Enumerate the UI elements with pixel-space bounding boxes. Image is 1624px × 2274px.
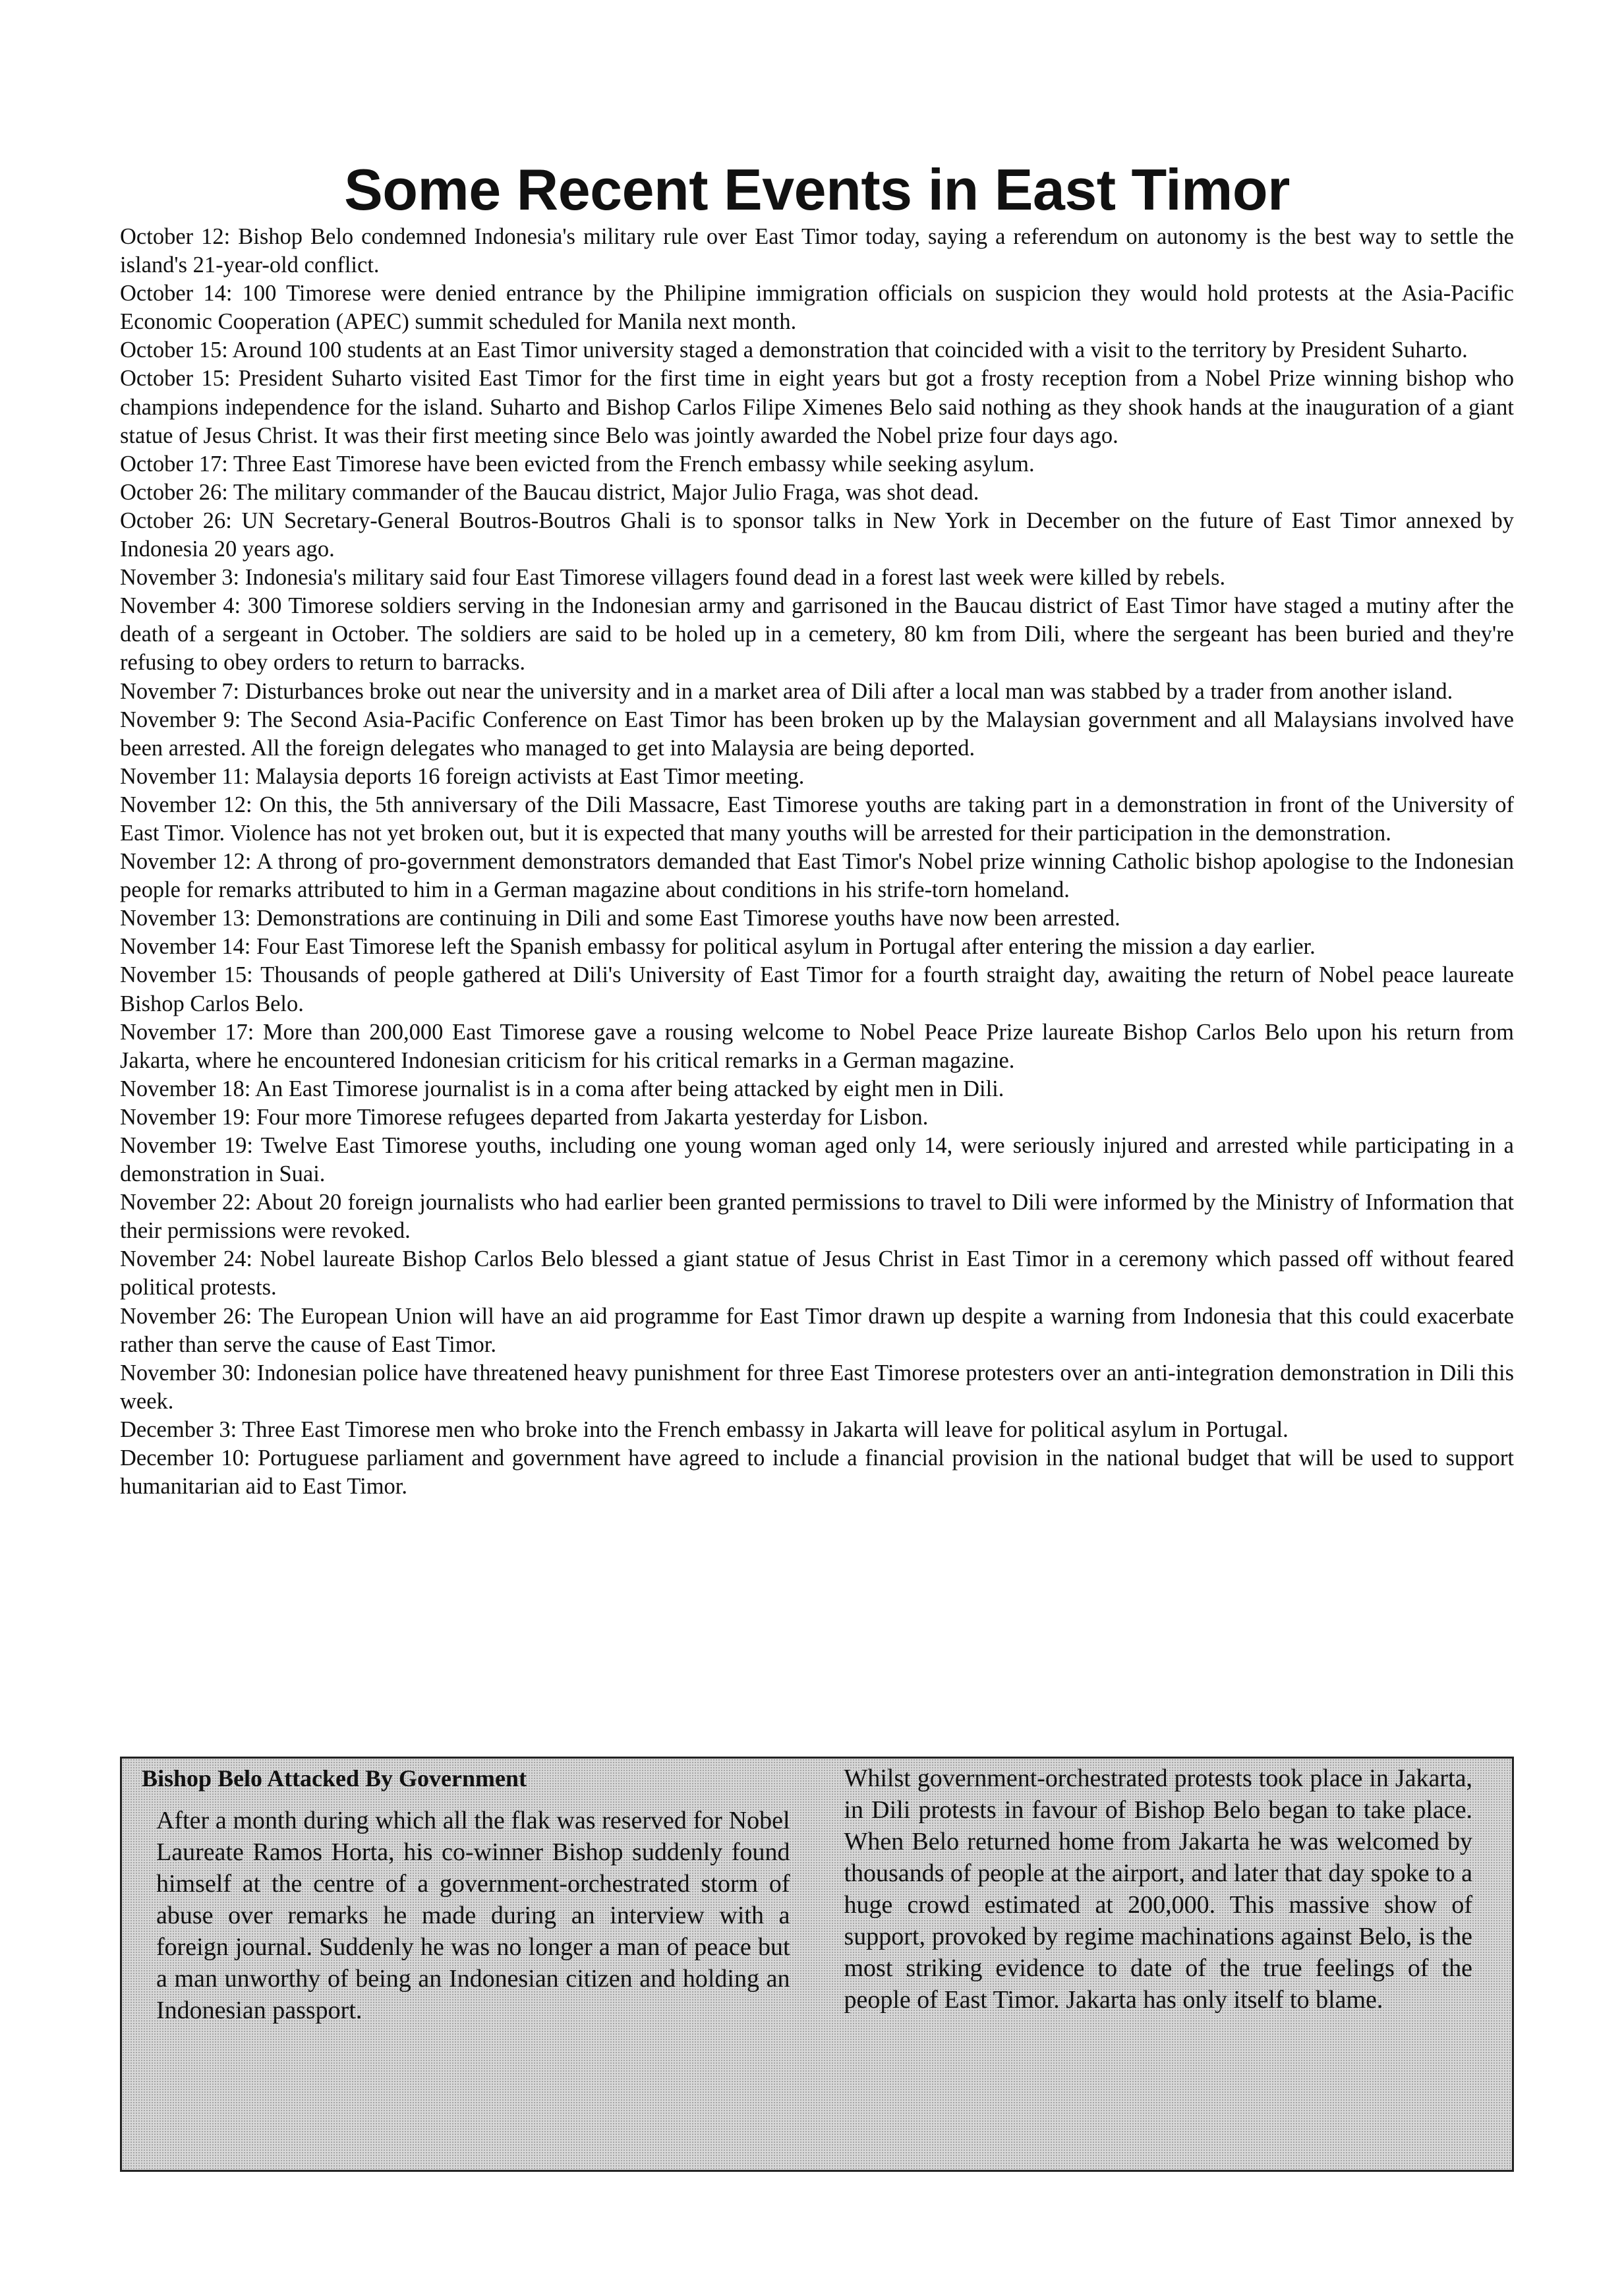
callout-left-text: After a month during which all the flak was reserved for Nobel Laureate Ramos Horta, his co-winner Bishop suddenly found himself at the centre of a government-orchestrated storm of abuse over remarks he made during an interview with a foreign journal. Suddenly he was no longer a man of peace but a man unworthy of being an Indonesian citizen and holding an Indonesian passport. [156, 1807, 790, 2024]
event-item: October 26: UN Secretary-General Boutros-Boutros Ghali is to sponsor talks in New York in December on the future of East Timor annexed by Indonesia 20 years ago. [120, 508, 1514, 562]
event-item: November 15: Thousands of people gathered at Dili's University of East Timor for a fourth straight day, awaiting the return of Nobel peace laureate Bishop Carlos Belo. [120, 962, 1514, 1016]
event-item: November 3: Indonesia's military said four East Timorese villagers found dead in a forest last week were killed by rebels. [120, 565, 1226, 591]
event-item: November 19: Four more Timorese refugees departed from Jakarta yesterday for Lisbon. [120, 1104, 929, 1130]
event-item: November 14: Four East Timorese left the Spanish embassy for political asylum in Portugal after entering the mission a day earlier. [120, 934, 1316, 960]
event-item: October 17: Three East Timorese have been evicted from the French embassy while seeking asylum. [120, 451, 1035, 477]
event-item: November 9: The Second Asia-Pacific Conference on East Timor has been broken up by the Malaysian government and all Malaysians involved have been arrested. All the foreign delegates who managed to get into Malaysia are being deported. [120, 707, 1514, 761]
event-item: November 18: An East Timorese journalist is in a coma after being attacked by eight men in Dili. [120, 1076, 1004, 1101]
event-item: November 11: Malaysia deports 16 foreign activists at East Timor meeting. [120, 763, 805, 789]
callout-box [120, 1757, 1514, 2172]
callout-heading: Bishop Belo Attacked By Government [142, 1765, 527, 1792]
event-item: November 4: 300 Timorese soldiers serving in the Indonesian army and garrisoned in the Baucau district of East Timor have staged a mutiny after the death of a sergeant in October. The soldiers are said to be holed up in a cemetery, 80 km from Dili, where the sergeant has been buried and they're refusing to obey orders to return to barracks. [120, 593, 1514, 676]
event-item: November 30: Indonesian police have threatened heavy punishment for three East Timorese protesters over an anti-integration demonstration in Dili this week. [120, 1360, 1514, 1414]
callout-right-column [844, 1763, 1492, 2163]
event-item: October 15: President Suharto visited East Timor for the first time in eight years but got a frosty reception from a Nobel Prize winning bishop who champions independence for the island. Suharto and Bishop Carlos Filipe Ximenes Belo said nothing as they shook hands at the inauguration of a giant statue of Jesus Christ. It was their first meeting since Belo was jointly awarded the Nobel prize four days ago. [120, 366, 1514, 448]
event-item: November 12: On this, the 5th anniversary of the Dili Massacre, East Timorese youths are taking part in a demonstration in front of the University of East Timor. Violence has not yet broken out, but it is expected that many youths will be arrested for their participation in the demonstration. [120, 792, 1514, 846]
callout-columns [142, 1763, 1492, 2163]
event-item: November 17: More than 200,000 East Timorese gave a rousing welcome to Nobel Peace Prize laureate Bishop Carlos Belo upon his return from Jakarta, where he encountered Indonesian criticism for his critical remarks in a German magazine. [120, 1019, 1514, 1073]
event-item: October 14: 100 Timorese were denied entrance by the Philipine immigration officials on suspicion they would hold protests at the Asia-Pacific Economic Cooperation (APEC) summit scheduled for Manila next month. [120, 281, 1514, 335]
events-list [120, 223, 1514, 1501]
event-item: November 7: Disturbances broke out near the university and in a market area of Dili after a local man was stabbed by a trader from another island. [120, 678, 1453, 704]
page-title: Some Recent Events in East Timor [344, 157, 1290, 222]
event-item: November 26: The European Union will have an aid programme for East Timor drawn up despite a warning from Indonesia that this could exacerbate rather than serve the cause of East Timor. [120, 1303, 1514, 1357]
event-item: October 26: The military commander of the Baucau district, Major Julio Fraga, was shot dead. [120, 479, 979, 505]
callout-left-column [142, 1763, 790, 2163]
event-item: December 3: Three East Timorese men who broke into the French embassy in Jakarta will leave for political asylum in Portugal. [120, 1416, 1289, 1442]
callout-right-text: Whilst government-orchestrated protests took place in Jakarta, in Dili protests in favour of Bishop Belo began to take place. When Belo returned home from Jakarta he was welcomed by thousands of people at the airport, and later that day spoke to a huge crowd estimated at 200,000. This massive show of support, provoked by regime machinations against Belo, is the most striking evidence to date of the true feelings of the people of East Timor. Jakarta has only itself to blame. [844, 1764, 1472, 2014]
article [120, 158, 1514, 1501]
event-item: October 15: Around 100 students at an East Timor university staged a demonstration that coincided with a visit to the territory by President Suharto. [120, 337, 1468, 363]
event-item: November 12: A throng of pro-government demonstrators demanded that East Timor's Nobel prize winning Catholic bishop apologise to the Indonesian people for remarks attributed to him in a German magazine about conditions in his strife-torn homeland. [120, 849, 1514, 903]
event-item: November 13: Demonstrations are continuing in Dili and some East Timorese youths have now been arrested. [120, 906, 1120, 931]
event-item: October 12: Bishop Belo condemned Indonesia's military rule over East Timor today, saying a referendum on autonomy is the best way to settle the island's 21-year-old conflict. [120, 224, 1514, 278]
event-item: November 19: Twelve East Timorese youths, including one young woman aged only 14, were seriously injured and arrested while participating in a demonstration in Suai. [120, 1133, 1514, 1187]
event-item: November 24: Nobel laureate Bishop Carlos Belo blessed a giant statue of Jesus Christ in East Timor in a ceremony which passed off without feared political protests. [120, 1246, 1514, 1300]
event-item: December 10: Portuguese parliament and government have agreed to include a financial provision in the national budget that will be used to support humanitarian aid to East Timor. [120, 1445, 1514, 1500]
event-item: November 22: About 20 foreign journalists who had earlier been granted permissions to travel to Dili were informed by the Ministry of Information that their permissions were revoked. [120, 1190, 1514, 1244]
